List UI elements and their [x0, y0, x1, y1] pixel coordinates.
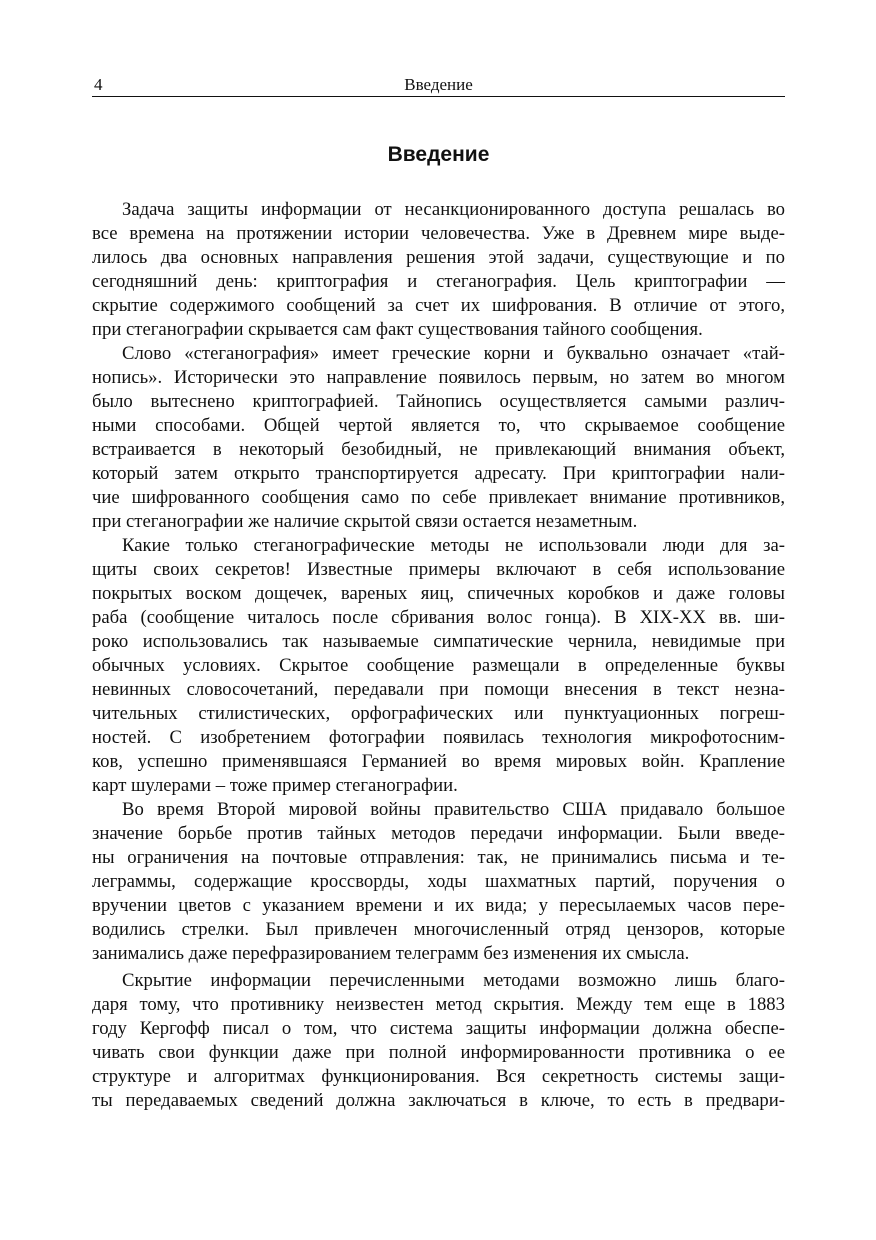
chapter-title: Введение [387, 143, 490, 166]
text-line: роко использовались так называемые симпатические чернила, невидимые при [92, 631, 785, 652]
text-line: Слово «стеганография» имеет греческие корни и буквально означает «тай- [122, 343, 785, 364]
text-line: чительных стилистических, орфографических или пунктуационных погреш- [92, 703, 785, 724]
text-line: обычных условиях. Скрытое сообщение размещали в определенные буквы [92, 655, 785, 676]
text-line: ностей. С изобретением фотографии появилась технология микрофотосним- [92, 727, 785, 748]
body-text [92, 198, 785, 1113]
page-number: 4 [94, 75, 103, 94]
text-line: значение борьбе против тайных методов передачи информации. Были введе- [92, 823, 785, 844]
text-line: ными способами. Общей чертой является то, что скрываемое сообщение [92, 415, 785, 436]
text-line: водились стрелки. Был привлечен многочисленный отряд цензоров, которые [92, 919, 785, 940]
text-line: Какие только стеганографические методы не использовали люди для за- [122, 535, 785, 556]
text-line: нопись». Исторически это направление появилось первым, но затем во многом [92, 367, 785, 388]
text-line: сегодняшний день: криптография и стеганография. Цель криптографии — [92, 271, 785, 292]
text-line: вручении цветов с указанием времени и их вида; у пересылаемых часов пере- [92, 895, 785, 916]
running-title: Введение [404, 75, 473, 94]
text-line: Скрытие информации перечисленными методами возможно лишь благо- [122, 970, 785, 991]
text-line: Во время Второй мировой войны правительство США придавало большое [122, 799, 785, 820]
paragraph [92, 969, 785, 1113]
paragraph [92, 798, 785, 966]
text-line: скрытие содержимого сообщений за счет их шифрования. В отличие от этого, [92, 295, 785, 316]
text-line: леграммы, содержащие кроссворды, ходы шахматных партий, поручения о [92, 871, 785, 892]
text-line: раба (сообщение читалось после сбривания волос гонца). В XIX-XX вв. ши- [92, 607, 785, 628]
text-line: который затем открыто транспортируется адресату. При криптографии нали- [92, 463, 785, 484]
text-line: Задача защиты информации от несанкционированного доступа решалась во [122, 199, 785, 220]
text-line: даря тому, что противнику неизвестен метод скрытия. Между тем еще в 1883 [92, 994, 785, 1015]
text-line: невинных словосочетаний, передавали при помощи внесения в текст незна- [92, 679, 785, 700]
text-line: чивать свои функции даже при полной информированности противника о ее [92, 1042, 785, 1063]
text-line: покрытых воском дощечек, вареных яиц, спичечных коробков и даже головы [92, 583, 785, 604]
text-line: было вытеснено криптографией. Тайнопись осуществляется самыми различ- [92, 391, 785, 412]
text-line: ков, успешно применявшаяся Германией во время мировых войн. Крапление [92, 751, 785, 772]
paragraph [92, 198, 785, 342]
text-line: занимались даже перефразированием телеграмм без изменения их смысла. [92, 943, 690, 964]
text-line: ны ограничения на почтовые отправления: так, не принимались письма и те- [92, 847, 785, 868]
text-line: структуре и алгоритмах функционирования. Вся секретность системы защи- [92, 1066, 785, 1087]
text-line: году Кергофф писал о том, что система защиты информации должна обеспе- [92, 1018, 785, 1039]
paragraph [92, 342, 785, 534]
text-line: встраивается в некоторый безобидный, не привлекающий внимания объект, [92, 439, 785, 460]
text-line: карт шулерами – тоже пример стеганографии. [92, 775, 458, 796]
paragraph [92, 534, 785, 798]
running-header [92, 74, 785, 97]
text-line: лилось два основных направления решения этой задачи, существующие и по [92, 247, 785, 268]
text-line: при стеганографии скрывается сам факт существования тайного сообщения. [92, 319, 703, 340]
text-line: щиты своих секретов! Известные примеры включают в себя использование [92, 559, 785, 580]
text-line: ты передаваемых сведений должна заключаться в ключе, то есть в предвари- [92, 1090, 785, 1111]
text-line: при стеганографии же наличие скрытой связи остается незаметным. [92, 511, 638, 532]
text-line: чие шифрованного сообщения само по себе привлекает внимание противников, [92, 487, 785, 508]
text-line: все времена на протяжении истории человечества. Уже в Древнем мире выде- [92, 223, 785, 244]
